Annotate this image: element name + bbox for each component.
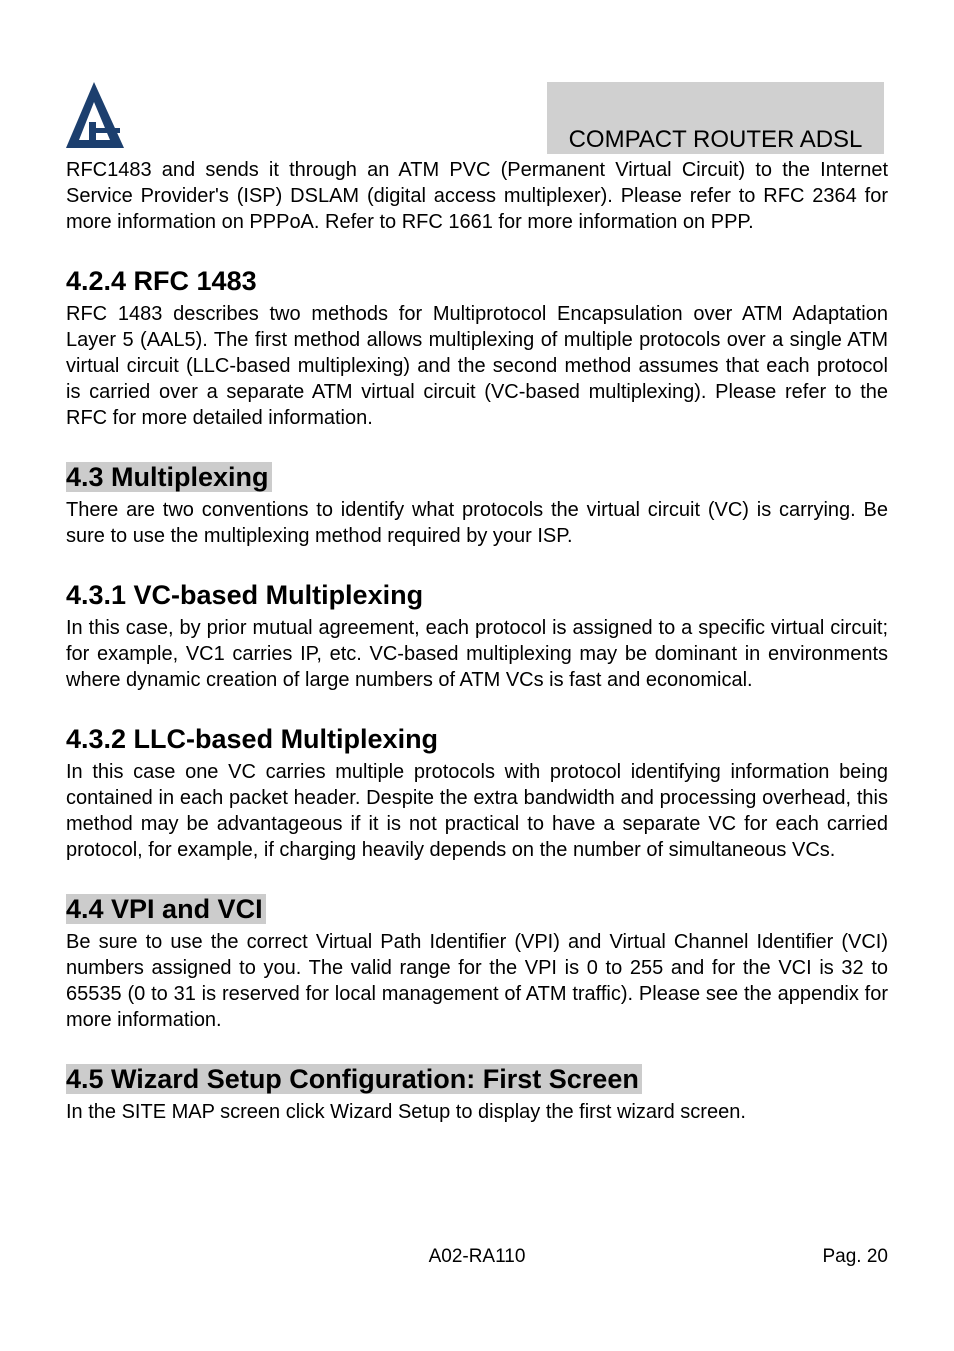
section-heading-wizard-setup: 4.5 Wizard Setup Configuration: First Screen xyxy=(66,1063,888,1096)
section-body-rfc1483: RFC 1483 describes two methods for Multiprotocol Encapsulation over ATM Adaptation Layer 5 (AAL5). The first method allows multiplexing of multiple protocols over a single ATM virtual circuit (LLC-based multiplexing) and the second method assumes that each protocol is carried over a separate ATM virtual circuit (VC-based multiplexing). Please refer to the RFC for more detailed information. xyxy=(66,303,888,429)
section-heading-rfc1483: 4.2.4 RFC 1483 xyxy=(66,266,257,296)
section-body-multiplexing: There are two conventions to identify what protocols the virtual circuit (VC) is carrying. Be sure to use the multiplexing method required by your ISP. xyxy=(66,499,888,547)
intro-paragraph: RFC1483 and sends it through an ATM PVC (Permanent Virtual Circuit) to the Internet Service Provider's (ISP) DSLAM (digital access multiplexer). Please refer to RFC 2364 for more information on PPPoA. Refer to RFC 1661 for more information on PPP. xyxy=(66,159,888,233)
section-body-llc-based: In this case one VC carries multiple protocols with protocol identifying information being contained in each packet header. Despite the extra bandwidth and processing overhead, this method may be advantageous if it is not practical to have a separate VC for each carried protocol, for example, if charging heavily depends on the number of simultaneous VCs. xyxy=(66,761,888,861)
section-heading-llc-based: 4.3.2 LLC-based Multiplexing xyxy=(66,724,439,754)
section-body-vpi-vci: Be sure to use the correct Virtual Path Identifier (VPI) and Virtual Channel Identifier (VCI) numbers assigned to you. The valid range for the VPI is 0 to 255 and for the VCI is 32 to 65535 (0 to 31 is reserved for local management of ATM traffic). Please see the appendix for more information. xyxy=(66,931,888,1031)
page-number: Pag. 20 xyxy=(822,1246,888,1267)
section-heading-vpi-vci: 4.4 VPI and VCI xyxy=(66,893,888,926)
section-body-wizard-setup: In the SITE MAP screen click Wizard Setup to display the first wizard screen. xyxy=(66,1101,746,1123)
section-heading-vc-based: 4.3.1 VC-based Multiplexing xyxy=(66,580,424,610)
page-content xyxy=(66,157,888,1125)
section-body-vc-based: In this case, by prior mutual agreement, each protocol is assigned to a specific virtual circuit; for example, VC1 carries IP, etc. VC-based multiplexing may be dominant in environments where dynamic creation of large numbers of ATM VCs is fast and economical. xyxy=(66,617,888,691)
atlantis-logo-icon xyxy=(66,82,126,150)
footer-model-code: A02-RA110 xyxy=(428,1246,526,1267)
section-heading-multiplexing: 4.3 Multiplexing xyxy=(66,461,888,494)
document-title: COMPACT ROUTER ADSL xyxy=(568,126,863,153)
